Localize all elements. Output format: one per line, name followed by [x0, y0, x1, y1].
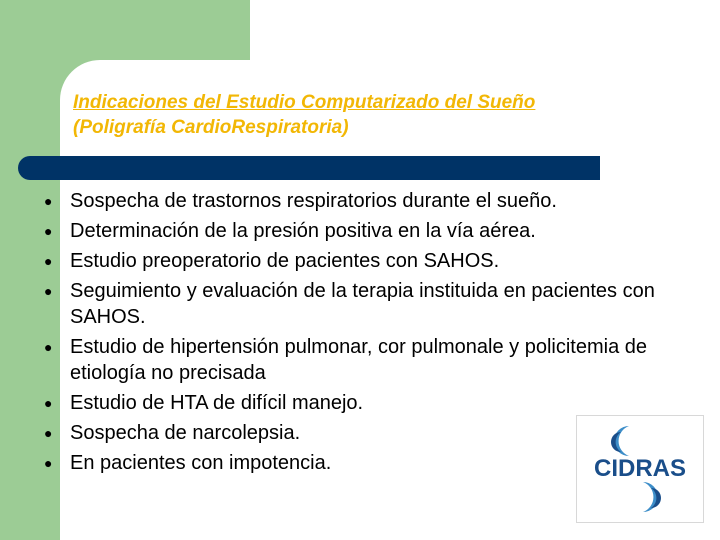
list-item: ● Estudio de HTA de difícil manejo.: [44, 392, 364, 414]
bullet-icon: ●: [44, 283, 53, 299]
list-item: ● Seguimiento y evaluación de la terapia instituida en pacientes con SAHOS.: [44, 280, 655, 328]
bullet-icon: ●: [44, 193, 53, 209]
title-line-1: Indicaciones del Estudio Computarizado del Sueño: [73, 92, 536, 113]
bullet-icon: ●: [44, 223, 53, 239]
list-item: ● Sospecha de trastornos respiratorios durante el sueño.: [44, 190, 557, 212]
list-item: ● Estudio de hipertensión pulmonar, cor pulmonale y policitemia de etiología no precisada: [44, 336, 648, 384]
cidras-logo: [576, 415, 704, 523]
bullet-icon: ●: [44, 395, 53, 411]
bullet-icon: ●: [44, 425, 53, 441]
list-item: ● Determinación de la presión positiva en la vía aérea.: [44, 220, 536, 242]
cidras-logo-icon: [577, 416, 703, 522]
list-item: ● En pacientes con impotencia.: [44, 452, 332, 474]
list-item: ● Sospecha de narcolepsia.: [44, 422, 301, 444]
bullet-icon: ●: [44, 455, 53, 471]
svg-text:CIDRAS: CIDRAS: [593, 455, 687, 482]
bullet-icon: ●: [44, 253, 53, 269]
list-item: ● Estudio preoperatorio de pacientes con SAHOS.: [44, 250, 500, 272]
title-line-2: (Poligrafía CardioRespiratoria): [73, 117, 349, 138]
divider-bar: [18, 156, 600, 180]
bullet-icon: ●: [44, 339, 53, 355]
slide-title: [73, 90, 673, 140]
